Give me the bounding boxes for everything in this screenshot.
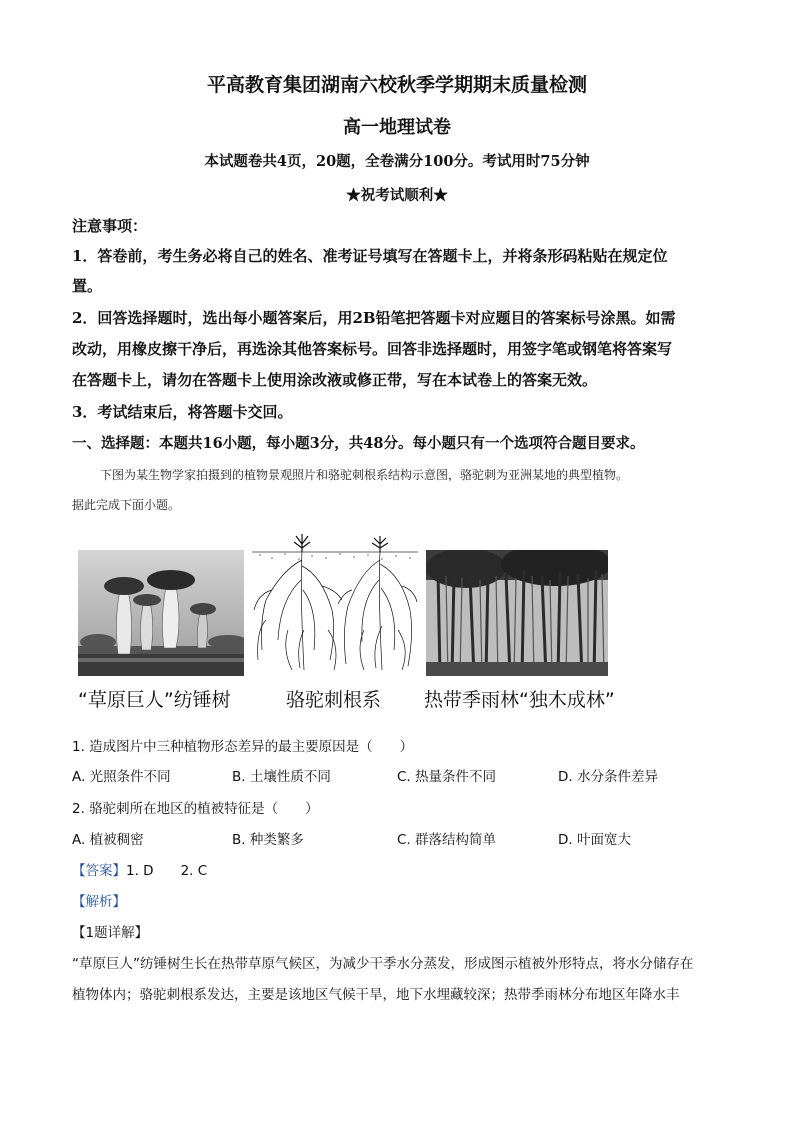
note-line: 在答题卡上，请勿在答题卡上使用涂改液或修正带，写在本试卷上的答案无效。 (72, 371, 598, 389)
answer-value: 1. D 2. C (126, 863, 208, 879)
exam-info: 本试题卷共4页，20题，全卷满分100分。考试用时75分钟 (204, 153, 590, 170)
analysis-label: 【解析】 (72, 894, 126, 910)
question-stem: 2. 骆驼刺所在地区的植被特征是（ ） (72, 801, 319, 817)
section-heading: 一、选择题：本题共16小题，每小题3分，共48分。每小题只有一个选项符合题目要求。 (72, 435, 645, 452)
baobab-photo (78, 550, 244, 676)
figure-caption: 骆驼刺根系 (286, 689, 382, 711)
detail-label: 【1题详解】 (72, 925, 149, 941)
notes-heading: 注意事项： (72, 217, 148, 235)
question-option: A. 光照条件不同 (72, 769, 171, 785)
exam-title: 平高教育集团湖南六校秋季学期期末质量检测 (206, 74, 587, 96)
note-line: 2．回答选择题时，选出每小题答案后，用2B铅笔把答题卡对应题目的答案标号涂黑。如需 (72, 309, 676, 327)
camelthorn-root-diagram (252, 530, 418, 676)
question-option: D. 水分条件差异 (558, 769, 658, 785)
question-option: C. 群落结构简单 (397, 832, 497, 848)
question-stem: 1. 造成图片中三种植物形态差异的最主要原因是（ ） (72, 739, 414, 755)
answer-label: 【答案】 (72, 863, 126, 879)
question-option: B. 土壤性质不同 (232, 769, 331, 785)
intro-line: 据此完成下面小题。 (72, 498, 181, 512)
question-option: A. 植被稠密 (72, 832, 144, 848)
exam-wish: ★祝考试顺利★ (346, 187, 448, 204)
detail-line: 植物体内；骆驼刺根系发达，主要是该地区气候干旱，地下水埋藏较深；热带季雨林分布地区年降水丰 (72, 987, 680, 1003)
note-line: 1．答卷前，考生务必将自己的姓名、准考证号填写在答题卡上，并将条形码粘贴在规定位 (72, 247, 668, 265)
answer-row (72, 859, 207, 879)
question-option: C. 热量条件不同 (397, 769, 497, 785)
intro-line: 下图为某生物学家拍摄到的植物景观照片和骆驼刺根系结构示意图，骆驼刺为亚洲某地的典型植物。 (100, 468, 629, 482)
exam-subtitle: 高一地理试卷 (343, 117, 451, 138)
banyan-photo (426, 550, 608, 676)
question-option: B. 种类繁多 (232, 832, 304, 848)
question-option: D. 叶面宽大 (558, 832, 631, 848)
figure-caption: “草原巨人”纺锤树 (78, 689, 231, 711)
note-line: 3．考试结束后，将答题卡交回。 (72, 403, 293, 421)
figure-caption: 热带季雨林“独木成林” (424, 689, 615, 711)
note-line: 置。 (72, 277, 103, 295)
note-line: 改动，用橡皮擦干净后，再选涂其他答案标号。回答非选择题时，用签字笔或钢笔将答案写 (72, 340, 673, 358)
detail-line: “草原巨人”纺锤树生长在热带草原气候区，为减少干季水分蒸发，形成图示植被外形特点，将水分储存在 (72, 956, 694, 972)
